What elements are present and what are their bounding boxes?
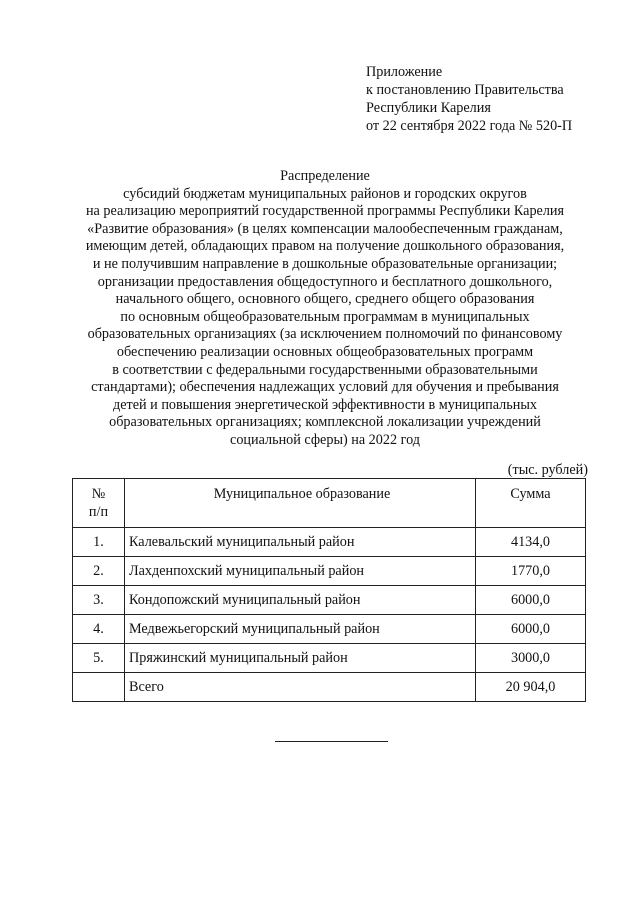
document-title [60,168,590,450]
title-line: обеспечению реализации основных общеобразовательных программ [116,343,534,360]
total-num [73,673,125,702]
title-line: образовательных организациях; комплексной локализации учреждений [109,414,541,431]
appendix-line: к постановлению Правительства [366,82,564,98]
table-header-row [73,479,586,528]
row-municipality: Кондопожский муниципальный район [125,586,476,615]
title-line: имеющим детей, обладающих правом на получение дошкольного образования, [85,238,565,255]
row-sum: 3000,0 [476,644,586,673]
total-label: Всего [125,673,476,702]
units-label: (тыс. рублей) [507,462,588,478]
row-municipality: Калевальский муниципальный район [125,528,476,557]
row-sum: 6000,0 [476,586,586,615]
table-row [73,557,586,586]
title-line: по основным общеобразовательным программам в муниципальных [120,308,530,325]
header-num-line2: п/п [88,504,109,520]
title-line: стандартами); обеспечения надлежащих условий для обучения и пребывания [91,379,559,396]
table-total-row [73,673,586,702]
appendix-line: от 22 сентября 2022 года № 520-П [366,118,573,134]
row-num: 4. [73,615,125,644]
row-municipality: Лахденпохский муниципальный район [125,557,476,586]
row-num: 1. [73,528,125,557]
row-num: 5. [73,644,125,673]
appendix-header [366,63,572,135]
row-num: 2. [73,557,125,586]
title-line: «Развитие образования» (в целях компенсации малообеспеченным гражданам, [87,220,563,237]
header-num-line1: № [91,486,106,502]
appendix-line: Республики Карелия [366,100,491,116]
title-line: организации предоставления общедоступного и бесплатного дошкольного, [97,273,553,290]
table-row [73,586,586,615]
total-sum: 20 904,0 [476,673,586,702]
title-line: и не получившим направление в дошкольные образовательные организации; [92,255,558,272]
header-num [73,479,125,528]
row-sum: 1770,0 [476,557,586,586]
title-line: начального общего, основного общего, среднего общего образования [115,291,535,308]
row-municipality: Пряжинский муниципальный район [125,644,476,673]
appendix-line: Приложение [366,64,443,80]
title-line: социальной сферы) на 2022 год [230,431,420,448]
row-sum: 4134,0 [476,528,586,557]
table-row [73,528,586,557]
closing-divider [275,741,388,742]
title-line: Распределение [280,168,370,184]
distribution-table [72,478,586,702]
header-municipality: Муниципальное образование [125,479,476,528]
header-sum: Сумма [476,479,586,528]
table-row [73,644,586,673]
title-line: образовательных организациях (за исключением полномочий по финансовому [87,326,563,343]
title-line: детей и повышения энергетической эффективности в муниципальных [113,396,537,413]
title-line: на реализацию мероприятий государственной программы Республики Карелия [85,203,565,220]
title-line: в соответствии с федеральными государственными образовательными [112,361,538,378]
row-sum: 6000,0 [476,615,586,644]
title-line: субсидий бюджетам муниципальных районов и городских округов [123,185,527,202]
row-municipality: Медвежьегорский муниципальный район [125,615,476,644]
table-row [73,615,586,644]
row-num: 3. [73,586,125,615]
